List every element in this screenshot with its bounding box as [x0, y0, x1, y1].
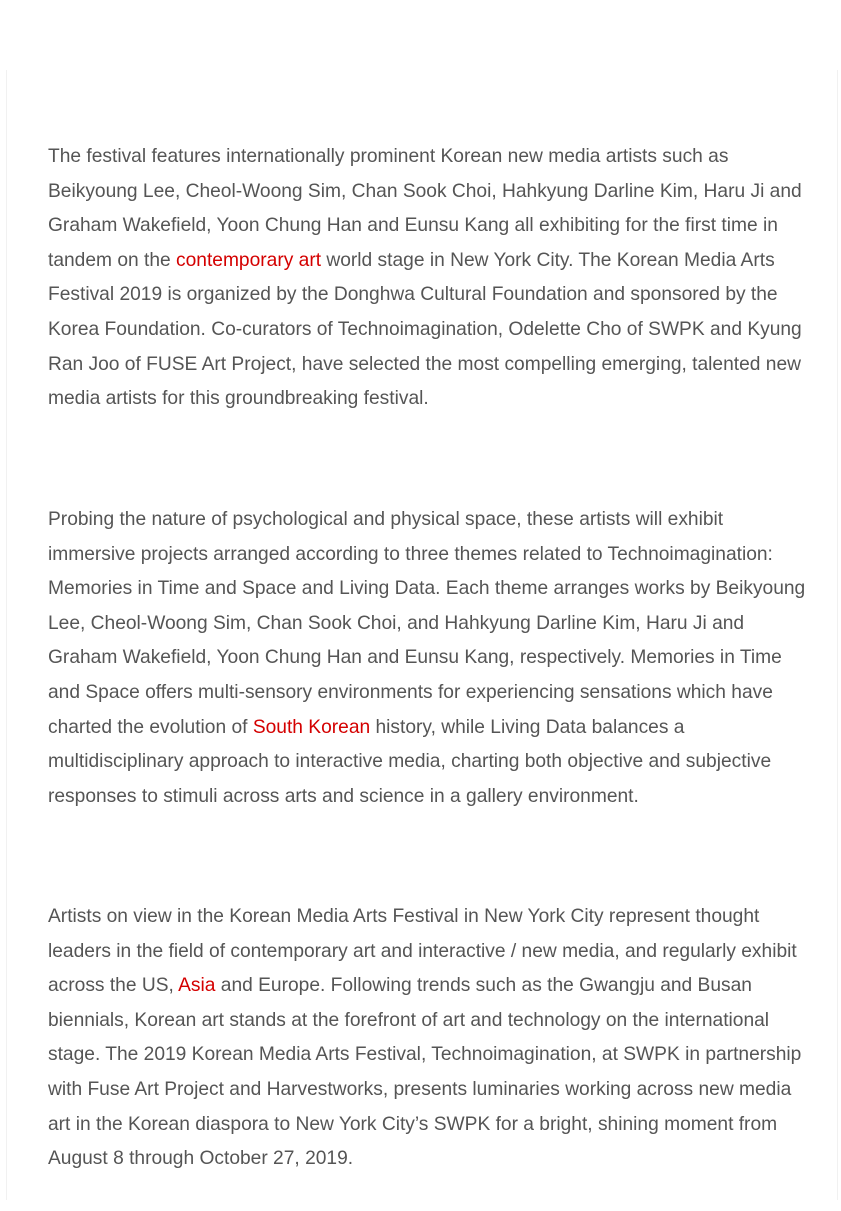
- asia-link[interactable]: Asia: [178, 975, 216, 997]
- paragraph-1-text-a: The festival features internationally prominent Korean new media artists such as Beikyoung Lee, Cheol-Woong Sim, Chan Sook Choi, Hahkyung Darline Kim, Haru Ji and Graham Wakefield, Yoon Chung Han and Eunsu Kang all exhibiting for the first time in tandem on the: [48, 146, 802, 271]
- paragraph-2-text-a: Probing the nature of psychological and physical space, these artists will exhibit immersive projects arranged according to three themes related to Technoimagination: Memories in Time and Space and Living Data. Each theme arranges works by Beikyoung Lee, Cheol-Woong Sim, Chan Sook Choi, and Hahkyung Darline Kim, Haru Ji and Graham Wakefield, Yoon Chung Han and Eunsu Kang, respectively. Memories in Time and Space offers multi-sensory environments for experiencing sensations which have charted the evolution of: [48, 509, 806, 738]
- paragraph-2-text-b: history, while Living Data balances a multidisciplinary approach to interactive media, charting both objective and subjective responses to stimuli across arts and science in a gallery environment.: [48, 716, 772, 807]
- paragraph-1-text-b: world stage in New York City. The Korean Media Arts Festival 2019 is organized by the Donghwa Cultural Foundation and sponsored by the Korea Foundation. Co-curators of Technoimagination, Odelette Cho of SWPK and Kyung Ran Joo of FUSE Art Project, have selected the most compelling emerging, talented new media artists for this groundbreaking festival.: [48, 249, 802, 410]
- article-paragraph-2: [48, 503, 814, 814]
- south-korean-link[interactable]: South Korean: [252, 716, 371, 738]
- article-paragraph-1: [48, 140, 814, 417]
- paragraph-3-text-a: Artists on view in the Korean Media Arts Festival in New York City represent thought leaders in the field of contemporary art and interactive / new media, and regularly exhibit across the US,: [48, 906, 797, 997]
- article-paragraph-3: [48, 900, 814, 1177]
- paragraph-3-text-b: and Europe. Following trends such as the Gwangju and Busan biennials, Korean art stands at the forefront of art and technology on the international stage. The 2019 Korean Media Arts Festival, Technoimagination, at SWPK in partnership with Fuse Art Project and Harvestworks, presents luminaries working across new media art in the Korean diaspora to New York City’s SWPK for a bright, shining moment from August 8 through October 27, 2019.: [48, 975, 802, 1170]
- contemporary-art-link[interactable]: contemporary art: [176, 249, 322, 271]
- article-card: [6, 70, 838, 1200]
